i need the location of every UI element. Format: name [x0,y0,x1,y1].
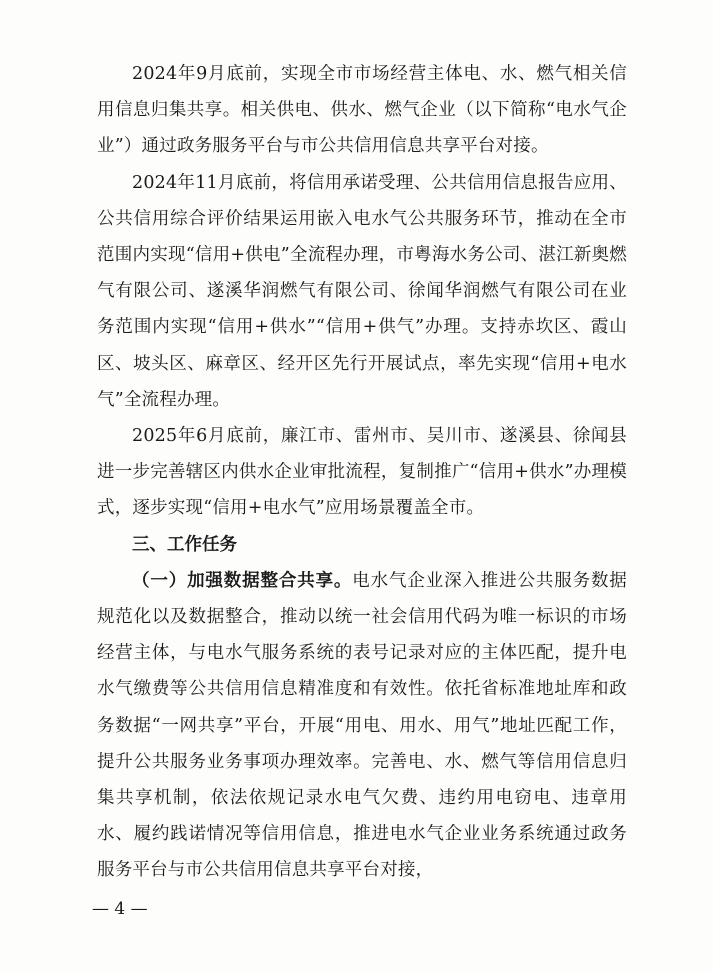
paragraph-sept-2024: 2024年9月底前，实现全市市场经营主体电、水、燃气相关信用信息归集共享。相关供电、供水、燃气企业（以下简称“电水气企业”）通过政务服务平台与市公共信用信息共享平台对接。 [97,64,627,157]
section-heading: 三、工作任务 [132,534,237,555]
paragraph-june-2025: 2025年6月底前，廉江市、雷州市、吴川市、遂溪县、徐闻县进一步完善辖区内供水企业审批流程，复制推广“信用+供水”办理模式，逐步实现“信用+电水气”应用场景覆盖全市。 [97,426,627,519]
task-paragraph [97,563,627,889]
page-number: — 4 — [92,899,148,919]
task-subheading: （一）加强数据整合共享。 [132,570,353,591]
document-body [97,56,627,889]
task-paragraph-text: 电水气企业深入推进公共服务数据规范化以及数据整合，推动以统一社会信用代码为唯一标识的市场经营主体，与电水气服务系统的表号记录对应的主体匹配，提升电水气缴费等公共信用信息精准度和有效性。依托省标准地址库和政务数据“一网共享”平台，开展“用电、用水、用气”地址匹配工作，提升公共服务业务事项办理效率。完善电、水、燃气等信用信息归集共享机制，依法依规记录水电气欠费、违约用电窃电、违章用水、履约践诺情况等信用信息，推进电水气企业业务系统通过政务服务平台与市公共信用信息共享平台对接， [97,570,628,881]
paragraph-nov-2024: 2024年11月底前，将信用承诺受理、公共信用信息报告应用、公共信用综合评价结果运用嵌入电水气公共服务环节，推动在全市范围内实现“信用+供电”全流程办理，市粤海水务公司、湛江新奥燃气有限公司、遂溪华润燃气有限公司、徐闻华润燃气有限公司在业务范围内实现“信用+供水”“信用+供气”办理。支持赤坎区、霞山区、坡头区、麻章区、经开区先行开展试点，率先实现“信用+电水气”全流程办理。 [97,172,627,410]
